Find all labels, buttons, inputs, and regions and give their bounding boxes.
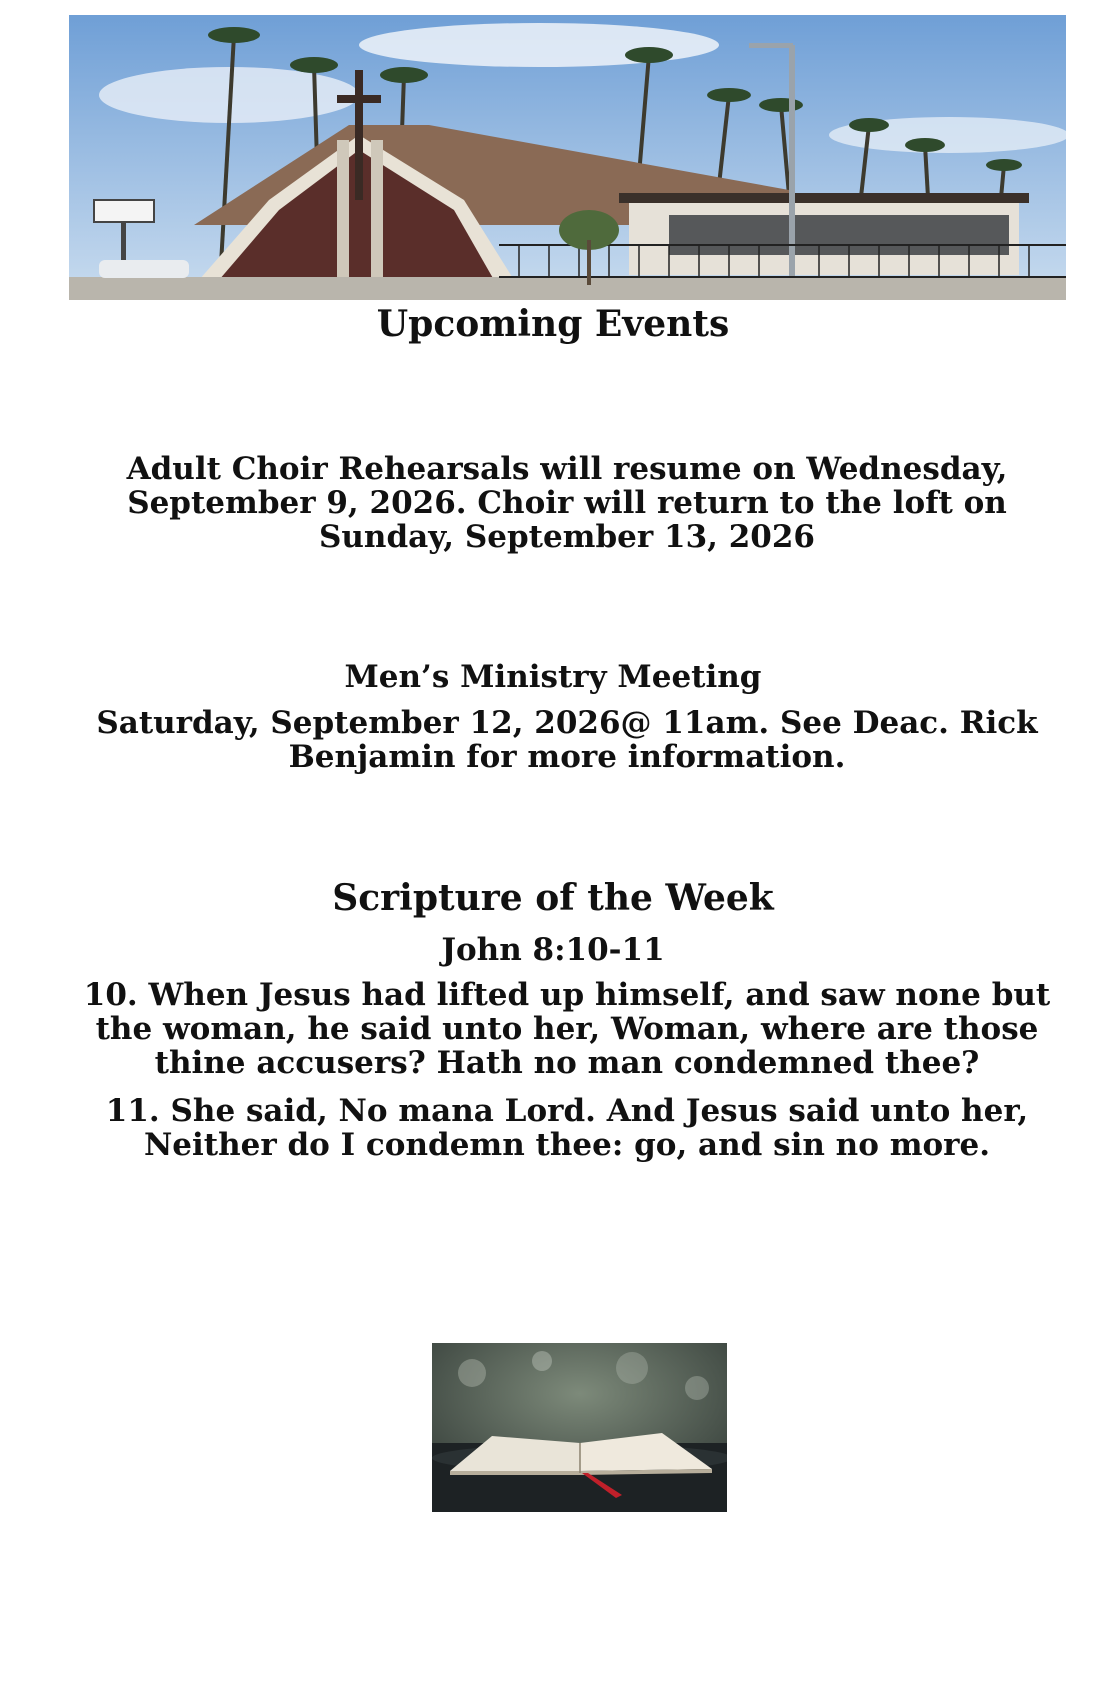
bible-photo: [432, 1343, 727, 1512]
church-building-icon: [69, 15, 1066, 300]
scripture-reference: John 8:10-11: [441, 932, 665, 968]
church-photo: [69, 15, 1066, 300]
choir-notice: Adult Choir Rehearsals will resume on Wednesday, September 9, 2026. Choir will return to the loft on Sunday, September 13, 2026: [126, 451, 1008, 555]
open-bible-icon: [432, 1343, 727, 1512]
mens-ministry-details: Saturday, September 12, 2026@ 11am. See Deac. Rick Benjamin for more information.: [96, 705, 1038, 775]
mens-ministry-title: Men’s Ministry Meeting: [344, 659, 762, 695]
scripture-title: Scripture of the Week: [332, 877, 774, 919]
page-title: Upcoming Events: [376, 303, 730, 345]
scripture-verse-11: 11. She said, No mana Lord. And Jesus said unto her, Neither do I condemn thee: go, and sin no more.: [105, 1093, 1029, 1163]
scripture-verse-10: 10. When Jesus had lifted up himself, and saw none but the woman, he said unto her, Woman, where are those thine accusers? Hath no man condemned thee?: [83, 977, 1051, 1081]
